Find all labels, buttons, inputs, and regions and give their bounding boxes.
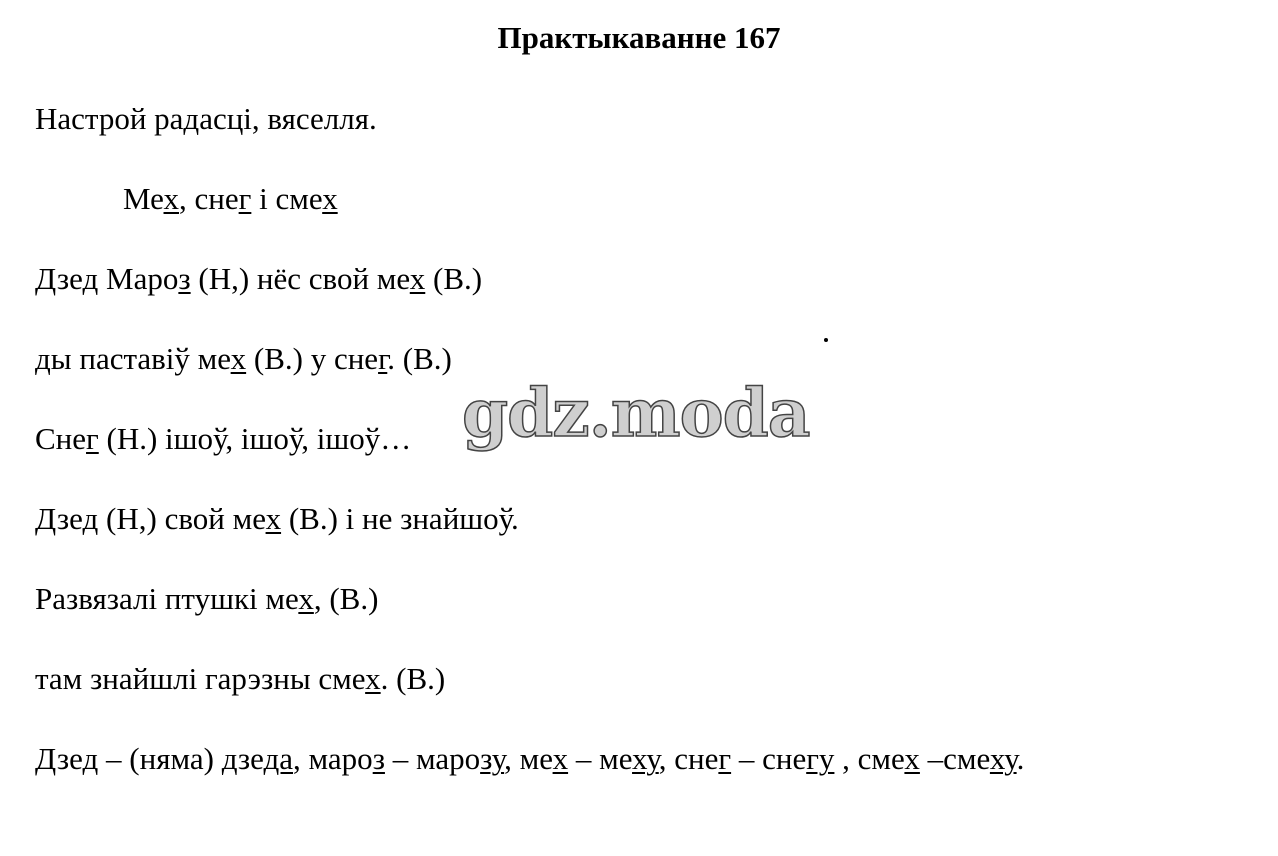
page-title: Практыкаванне 167	[497, 20, 781, 55]
text-segment: (Н,) нёс свой ме	[190, 261, 410, 296]
text-segment: (Н.) ішоў, ішоў, ішоў…	[98, 421, 412, 456]
underlined-letters: з	[372, 741, 385, 776]
text-segment: , сме	[834, 741, 905, 776]
underlined-letters: г	[718, 741, 732, 776]
underlined-letters: х	[552, 741, 569, 776]
text-segment: Дзе	[35, 261, 83, 296]
text-segment: .	[1016, 741, 1025, 776]
text-segment: Сне	[35, 421, 87, 456]
poem-line-5	[35, 579, 378, 619]
underlined-letters: г	[86, 421, 99, 456]
underlined-letters: д	[82, 741, 99, 776]
underlined-letters: д	[82, 261, 99, 296]
underlined-letters: х	[365, 661, 381, 696]
watermark-logo: gdz.moda	[462, 374, 810, 452]
underlined-letters: х	[265, 501, 282, 536]
text-segment: Развязалі птушкі ме	[35, 581, 299, 616]
text-segment: (В.) у сне	[246, 341, 379, 376]
underlined-letters: х	[409, 261, 426, 296]
poem-line-1	[35, 259, 482, 299]
underlined-letters: х	[230, 341, 247, 376]
underlined-letters: х	[298, 581, 314, 616]
text-segment: Ме	[123, 181, 164, 216]
underlined-letters: г	[378, 341, 388, 376]
underlined-letters: з	[178, 261, 191, 296]
text-segment: , ме	[504, 741, 553, 776]
underlined-letters: ху	[632, 741, 659, 776]
poem-line-6	[35, 659, 445, 699]
text-segment: ды паставіў ме	[35, 341, 231, 376]
underlined-letters: х	[904, 741, 920, 776]
text-segment: . (В.)	[380, 661, 446, 696]
text-segment: Дзед (Н,) свой ме	[35, 501, 266, 536]
declension-line	[35, 739, 1024, 779]
text-segment: (В.) і не знайшоў.	[281, 501, 519, 536]
text-line-1	[35, 99, 377, 139]
text-segment: Настрой радасці, вяселля.	[35, 101, 377, 136]
poem-line-4	[35, 499, 519, 539]
text-segment: Дзе	[35, 741, 83, 776]
text-segment: , сне	[658, 741, 719, 776]
text-segment: Маро	[98, 261, 179, 296]
underlined-letters: ху	[989, 741, 1017, 776]
text-segment: , сне	[179, 181, 239, 216]
underlined-letters: гу	[806, 741, 835, 776]
underlined-letters: х	[163, 181, 180, 216]
text-segment: , маро	[293, 741, 373, 776]
text-segment: – сне	[731, 741, 807, 776]
text-segment: – ме	[568, 741, 633, 776]
text-segment: (В.)	[425, 261, 483, 296]
underlined-letters: да	[263, 741, 294, 776]
text-segment: , (В.)	[313, 581, 379, 616]
text-segment: і сме	[251, 181, 323, 216]
text-segment: . (В.)	[387, 341, 452, 376]
underlined-letters: х	[322, 181, 338, 216]
underlined-letters: зу	[480, 741, 505, 776]
underlined-letters: г	[238, 181, 252, 216]
text-segment: там знайшлі гарэзны сме	[35, 661, 366, 696]
ink-dot	[824, 338, 828, 342]
poem-line-3	[35, 419, 411, 459]
text-segment: –сме	[919, 741, 990, 776]
text-segment: – (няма) дзе	[98, 741, 264, 776]
text-segment: – маро	[384, 741, 481, 776]
poem-title-line	[123, 179, 338, 219]
poem-line-2	[35, 339, 452, 379]
